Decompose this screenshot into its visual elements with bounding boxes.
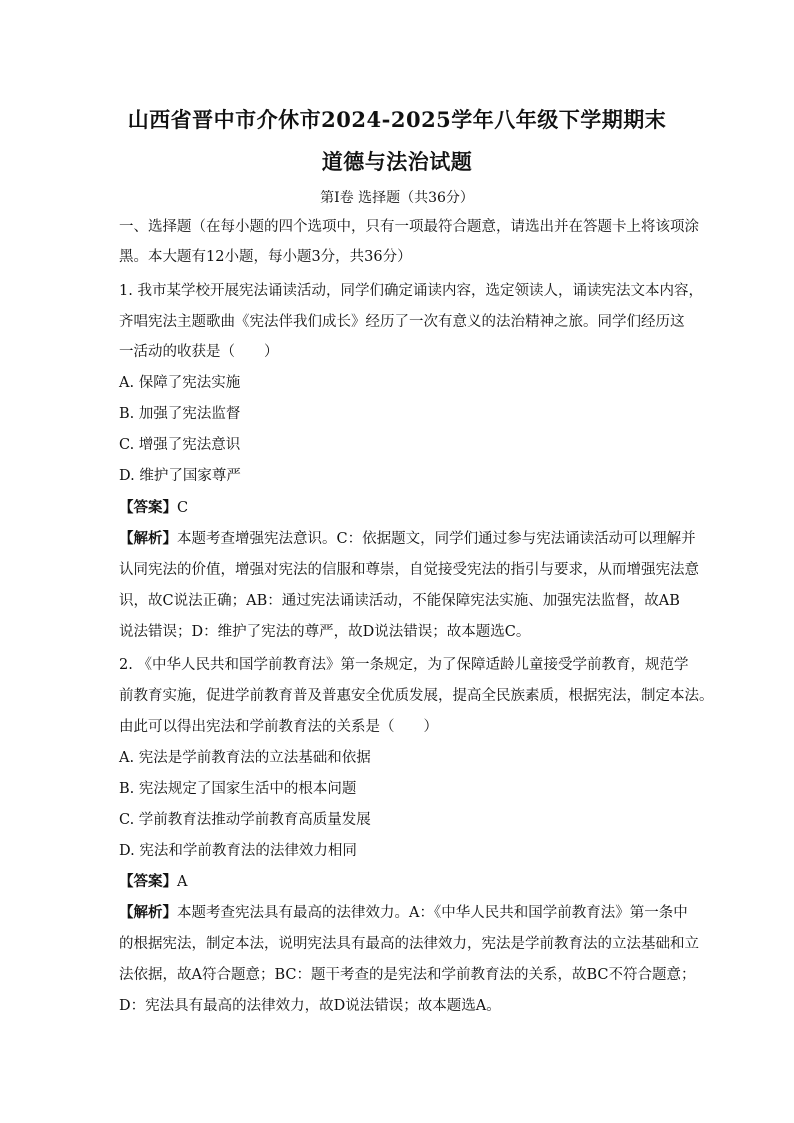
instructions-line: 黑。本大题有12小题，每小题3分，共36分） (119, 249, 412, 265)
question-1-option-a: A. 保障了宪法实施 (119, 375, 241, 391)
question-1-stem: 齐唱宪法主题歌曲《宪法伴我们成长》经历了一次有意义的法治精神之旅。同学们经历这 (119, 314, 685, 330)
answer-tag: 【答案】 (119, 873, 177, 890)
question-2-stem: 由此可以得出宪法和学前教育法的关系是（ ） (119, 719, 438, 735)
page-subject-title: 道德与法治试题 (321, 149, 473, 174)
analysis-text: 本题考查增强宪法意识。C：依据题文，同学们通过参与宪法诵读活动可以理解并 (177, 531, 696, 547)
question-1-stem: 1. 我市某学校开展宪法诵读活动，同学们确定诵读内容，选定领读人，诵读宪法文本内容， (119, 283, 703, 299)
question-1-answer (119, 498, 188, 518)
question-2-analysis: 的根据宪法，制定本法，说明宪法具有最高的法律效力，宪法是学前教育法的立法基础和立 (119, 936, 699, 952)
question-1-analysis: 说法错误；D：维护了宪法的尊严，故D说法错误；故本题选C。 (119, 624, 531, 640)
page-title: 山西省晋中市介休市2024-2025学年八年级下学期期末 (127, 107, 667, 132)
instructions-line: 一、选择题（在每小题的四个选项中，只有一项最符合题意，请选出并在答题卡上将该项涂 (119, 219, 699, 235)
question-2-option-b: B. 宪法规定了国家生活中的根本问题 (119, 781, 357, 797)
question-2-analysis: 法依据，故A符合题意；BC：题干考查的是宪法和学前教育法的关系，故BC不符合题意； (119, 967, 696, 983)
question-2-stem: 2. 《中华人民共和国学前教育法》第一条规定，为了保障适龄儿童接受学前教育，规范学 (119, 657, 689, 673)
analysis-text: 本题考查宪法具有最高的法律效力。A：《中华人民共和国学前教育法》第一条中 (177, 905, 688, 921)
answer-value: A (177, 874, 188, 890)
question-1-option-d: D. 维护了国家尊严 (119, 468, 241, 484)
analysis-tag: 【解析】 (119, 904, 177, 921)
question-2-stem: 前教育实施，促进学前教育普及普惠安全优质发展，提高全民族素质，根据宪法，制定本法。 (119, 688, 714, 704)
question-1-option-c: C. 增强了宪法意识 (119, 437, 241, 453)
question-2-option-d: D. 宪法和学前教育法的法律效力相同 (119, 843, 357, 859)
question-1-analysis: 认同宪法的价值，增强对宪法的信服和尊崇，自觉接受宪法的指引与要求，从而增强宪法意 (119, 562, 699, 578)
question-1-option-b: B. 加强了宪法监督 (119, 406, 241, 422)
answer-value: C (177, 500, 189, 516)
question-1-stem: 一活动的收获是（ ） (119, 344, 279, 360)
question-1-analysis (119, 529, 696, 549)
answer-tag: 【答案】 (119, 499, 177, 516)
analysis-tag: 【解析】 (119, 530, 177, 547)
question-2-option-a: A. 宪法是学前教育法的立法基础和依据 (119, 750, 371, 766)
question-2-analysis (119, 903, 688, 923)
question-2-option-c: C. 学前教育法推动学前教育高质量发展 (119, 812, 371, 828)
question-2-answer (119, 872, 187, 892)
question-1-analysis: 识，故C说法正确；AB：通过宪法诵读活动，不能保障宪法实施、加强宪法监督，故AB (119, 593, 680, 609)
section-heading: 第Ⅰ卷 选择题（共36分） (320, 190, 474, 206)
question-2-analysis: D：宪法具有最高的法律效力，故D说法错误；故本题选A。 (119, 998, 501, 1014)
